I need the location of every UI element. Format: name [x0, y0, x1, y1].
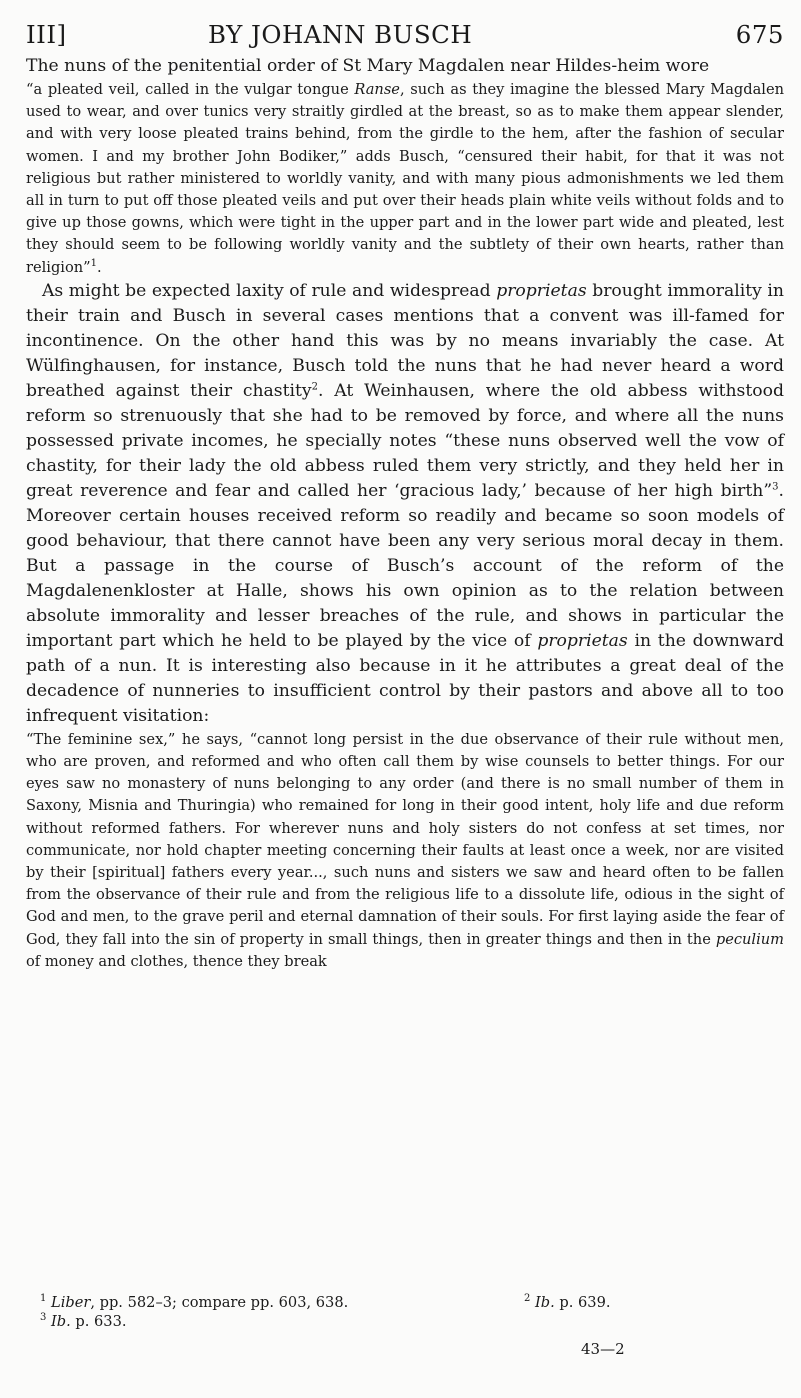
page-number: 675 [735, 20, 784, 49]
page [26, 14, 784, 973]
term-peculium: peculium [715, 930, 784, 948]
section-label: III] [26, 20, 67, 49]
running-header [26, 14, 784, 52]
running-title: BY JOHANN BUSCH [208, 20, 473, 49]
main-paragraph: As might be expected laxity of rule and widespread proprietas brought immorality in their train and Busch in several cases mentions that a convent was ill-famed for incontinence. On the other hand this was by no means invariably the case. At Wülfinghausen, for instance, Busch told the nuns that he had never heard a word breathed against their chastity$^2$. At Weinhausen, where the old abbess withstood reform so strenuously that she had to be removed by force, and where all the nuns possessed private incomes, he specially notes “these nuns observed well the vow of chastity, for their lady the old abbess ruled them very strictly, and they held her in great reverence and fear and called her ‘gracious lady,’ because of her high birth”$^3$. Moreover certain houses received reform so readily and became so soon models of good behaviour, that there cannot have been any very serious moral decay in them. But a passage in the course of Busch’s account of the reform of the Magdalenenkloster at Halle, shows his own opinion as to the relation between absolute immorality and lesser breaches of the rule, and shows in particular the important part which he held to be played by the vice of proprietas in the downward path of a nun. It is interesting also because in it he attributes a great deal of the decadence of nunneries to insufficient control by their pastors and above all to too infrequent visitation: [26, 280, 784, 726]
footnote-ref-3: 3 [772, 481, 779, 493]
footnote-ref-1: 1 [90, 257, 97, 269]
footnote-1: $^1$ Liber, pp. 582–3; compare pp. 603, 638. [40, 1293, 349, 1311]
term-proprietas-2: proprietas [537, 630, 628, 651]
term-proprietas: proprietas [496, 280, 587, 301]
footnote-ref-2: 2 [311, 381, 318, 393]
block-quote-feminine-sex: “The feminine sex,” he says, “cannot long persist in the due observance of their rule without men, who are proven, and reformed and who often call them by wise counsels to better things. For our eyes saw no monastery of nuns belonging to any order (and there is no small number of them in Saxony, Misnia and Thuringia) who remained for long in their good intent, holy life and due reform without reformed fathers. For wherever nuns and holy sisters do not confess at set times, nor communicate, nor hold chapter meeting concerning their faults at least once a week, nor are visited by their [spiritual] fathers every year..., such nuns and sisters we saw and heard often to be fallen from the observance of their rule and from the religious life to a dissolute life, odious in the sight of God and men, to the grave peril and eternal damnation of their souls. For first laying aside the fear of God, they fall into the sin of property in small things, then in greater things and then in the peculium of money and clothes, thence they break [26, 730, 784, 970]
term-ranse: Ranse [354, 81, 400, 98]
footnote-2: $^2$ Ib. p. 639. [524, 1293, 611, 1311]
block-quote-habit: “a pleated veil, called in the vulgar tongue Ranse, such as they imagine the blessed Mary Magdalen used to wear, and over tunics very straitly girdled at the breast, so as to make them appear slender, and with very loose pleated trains behind, from the girdle to the hem, after the fashion of secular women. I and my brother John Bodiker,” adds Busch, “censured their habit, for that it was not religious but rather ministered to worldly vanity, and with many pious admonishments we led them all in turn to put off those pleated veils and put over their heads plain white veils without folds and to give up those gowns, which were tight in the upper part and in the lower part wide and pleated, lest they should seem to be following worldly vanity and the subtlety of their own hearts, rather than religion”$^1$. [26, 81, 784, 276]
footnote-3: $^3$ Ib. p. 633. [40, 1312, 127, 1330]
intro-paragraph: The nuns of the penitential order of St Mary Magdalen near Hildes-heim wore [26, 56, 710, 76]
signature-mark: 43—2 [581, 1340, 625, 1358]
